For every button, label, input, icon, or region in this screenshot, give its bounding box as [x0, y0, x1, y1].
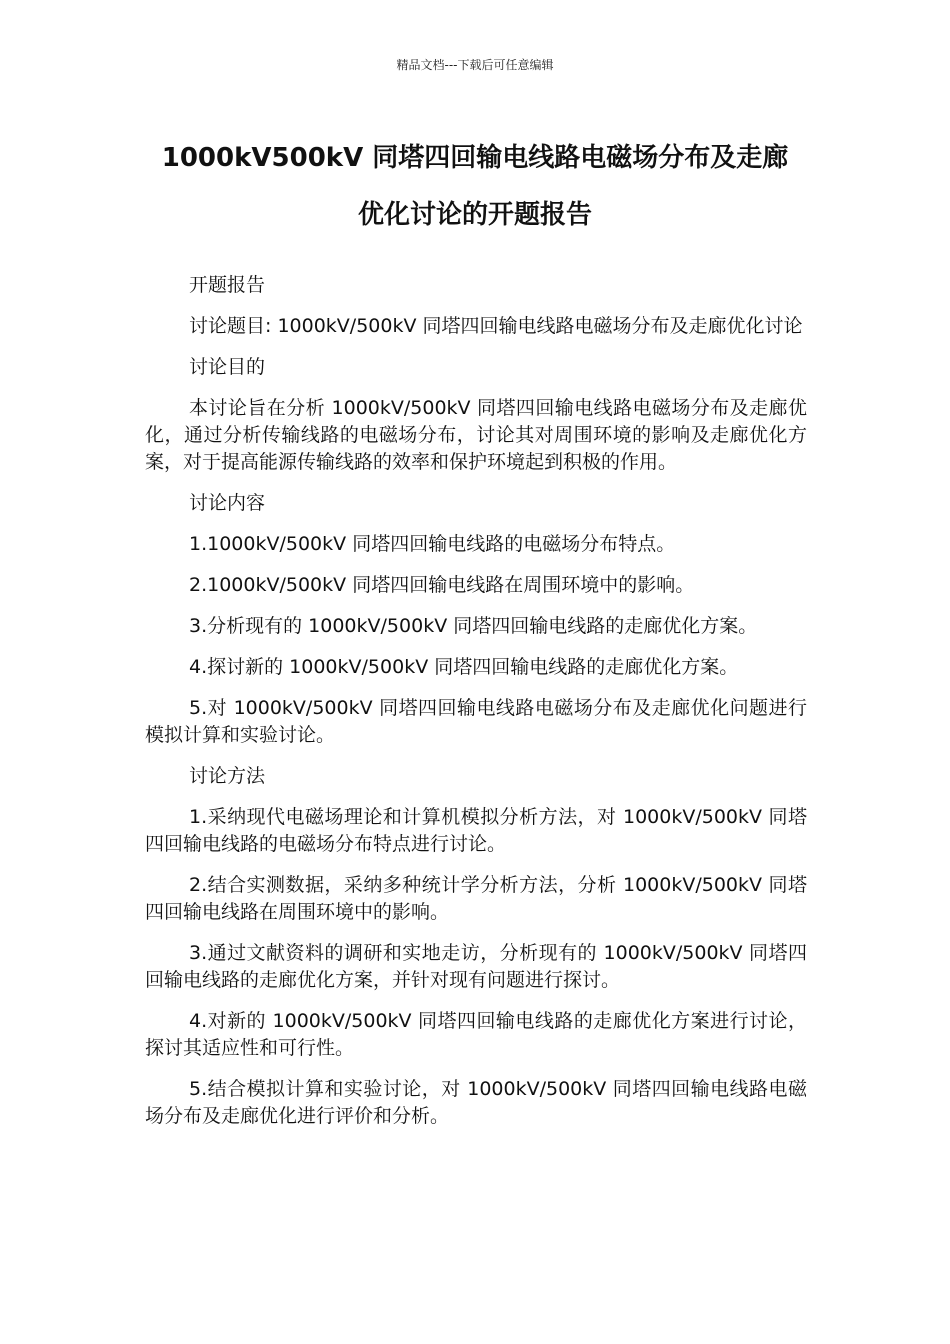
paragraph-purpose: 本讨论旨在分析 1000kV/500kV 同塔四回输电线路电磁场分布及走廊优化，通过分析传输线路的电磁场分布，讨论其对周围环境的影响及走廊优化方案，对于提高能源传输线路的效率和保护环境起到积极的作用。 — [145, 397, 807, 473]
paragraph-section-heading-report: 开题报告 — [189, 274, 266, 296]
paragraph-content-item: 5.对 1000kV/500kV 同塔四回输电线路电磁场分布及走廊优化问题进行模拟计算和实验讨论。 — [145, 697, 807, 746]
paragraph-section-heading-content: 讨论内容 — [189, 492, 266, 514]
paragraph-content-item: 4.探讨新的 1000kV/500kV 同塔四回输电线路的走廊优化方案。 — [189, 656, 739, 678]
paragraph-content-item: 2.1000kV/500kV 同塔四回输电线路在周围环境中的影响。 — [189, 574, 695, 596]
paragraph-method-item: 2.结合实测数据，采纳多种统计学分析方法，分析 1000kV/500kV 同塔四回输电线路在周围环境中的影响。 — [145, 874, 807, 923]
paragraph-topic: 讨论题目: 1000kV/500kV 同塔四回输电线路电磁场分布及走廊优化讨论 — [189, 315, 803, 337]
title-line-2: 优化讨论的开题报告 — [357, 200, 592, 230]
paragraph-content-item: 3.分析现有的 1000kV/500kV 同塔四回输电线路的走廊优化方案。 — [189, 615, 758, 637]
paragraph-method-item: 5.结合模拟计算和实验讨论，对 1000kV/500kV 同塔四回输电线路电磁场分布及走廊优化进行评价和分析。 — [145, 1078, 807, 1127]
paragraph-content-item: 1.1000kV/500kV 同塔四回输电线路的电磁场分布特点。 — [189, 533, 676, 555]
paragraph-method-item: 4.对新的 1000kV/500kV 同塔四回输电线路的走廊优化方案进行讨论，探讨其适应性和可行性。 — [145, 1010, 807, 1059]
paragraph-method-item: 1.采纳现代电磁场理论和计算机模拟分析方法，对 1000kV/500kV 同塔四回输电线路的电磁场分布特点进行讨论。 — [145, 806, 807, 855]
page-header: 精品文档---下载后可任意编辑 — [396, 58, 554, 72]
paragraph-method-item: 3.通过文献资料的调研和实地走访，分析现有的 1000kV/500kV 同塔四回输电线路的走廊优化方案，并针对现有问题进行探讨。 — [145, 942, 807, 991]
title-line-1: 1000kV500kV 同塔四回输电线路电磁场分布及走廊 — [161, 143, 789, 173]
document-title — [145, 130, 805, 244]
document-body — [145, 272, 807, 1144]
paragraph-section-heading-purpose: 讨论目的 — [189, 356, 266, 378]
paragraph-section-heading-method: 讨论方法 — [189, 765, 266, 787]
